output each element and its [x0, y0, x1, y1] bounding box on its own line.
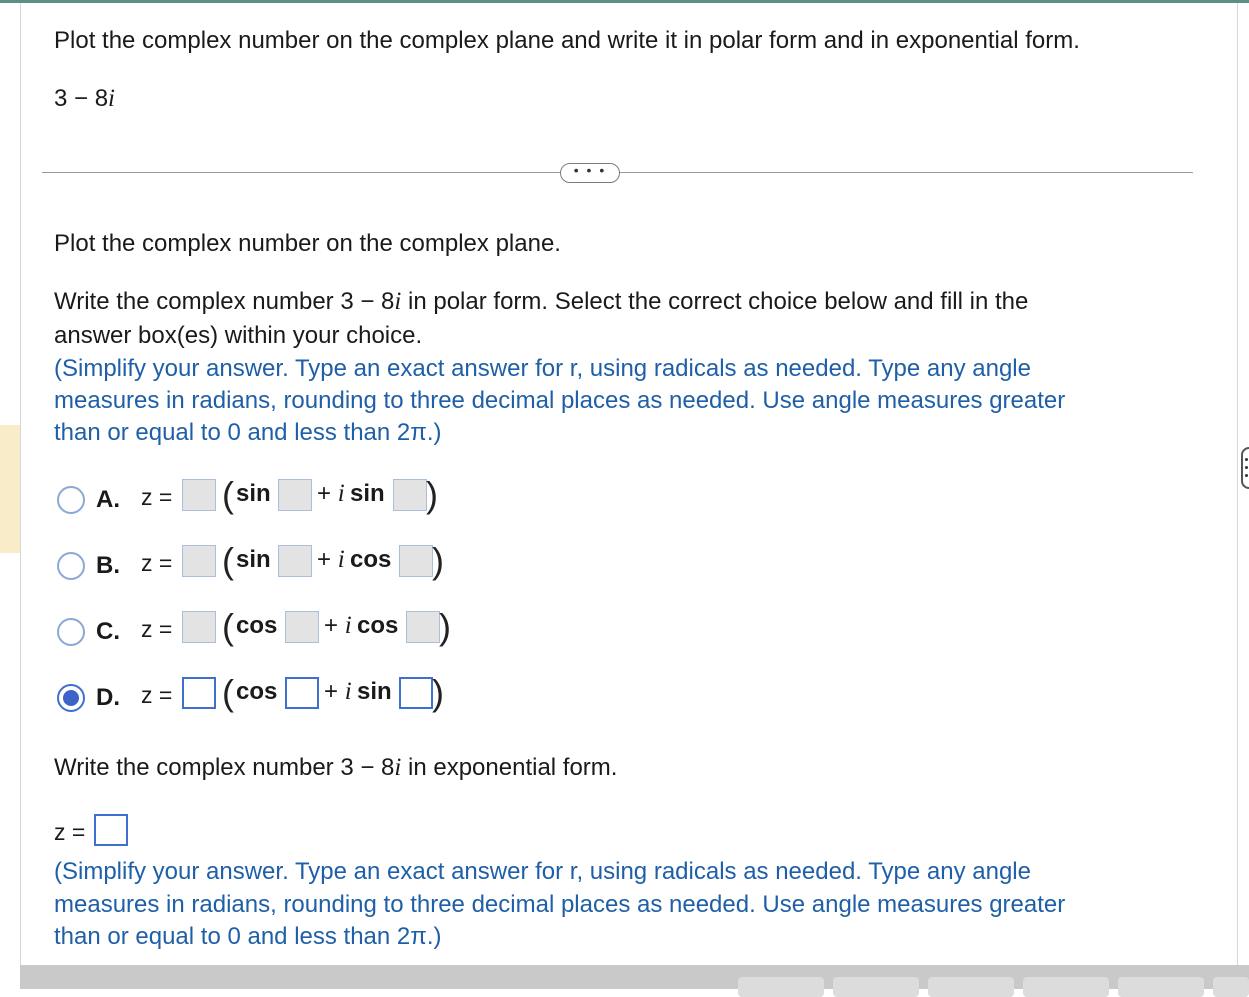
choice-b-radio[interactable]	[57, 552, 85, 580]
choice-d-label: D.	[96, 684, 120, 711]
choice-c-func2: cos	[357, 612, 399, 639]
choice-c-angle2-box[interactable]	[406, 611, 440, 643]
choice-a-r-box[interactable]	[182, 479, 216, 511]
choice-c-zeq: z =	[141, 616, 173, 642]
choice-d-func1: cos	[236, 678, 278, 705]
choice-c-angle1-box[interactable]	[285, 611, 319, 643]
choice-d-plus: + i	[324, 678, 352, 705]
polar-instruction-line1: Write the complex number 3 − 8i in polar form. Select the correct choice below and fill in the	[54, 288, 1029, 315]
exponential-hint-line3: than or equal to 0 and less than 2π.)	[54, 923, 442, 950]
more-button[interactable]: • • •	[560, 163, 620, 183]
choice-c-r-box[interactable]	[182, 611, 216, 643]
choice-b-angle2-box[interactable]	[399, 545, 433, 577]
exponential-hint-line1: (Simplify your answer. Type an exact answer for r, using radicals as needed. Type any angle	[54, 858, 1031, 885]
choice-c-label: C.	[96, 618, 120, 645]
complex-number: 3 − 8i	[54, 85, 115, 112]
choice-a-radio[interactable]	[57, 486, 85, 514]
toolbar-button-2[interactable]	[833, 977, 919, 997]
choice-d-angle1-box[interactable]	[285, 677, 319, 709]
choice-b-r-box[interactable]	[182, 545, 216, 577]
choice-b-close-paren: )	[432, 540, 444, 581]
choice-b-func1: sin	[236, 546, 271, 573]
question-prompt: Plot the complex number on the complex plane and write it in polar form and in exponential form.	[54, 27, 1080, 54]
choice-c-plus: + i	[324, 612, 352, 639]
choice-a-func1: sin	[236, 480, 271, 507]
bottom-toolbar	[20, 965, 1249, 989]
exponential-instruction: Write the complex number 3 − 8i in exponential form.	[54, 754, 618, 781]
choice-b-func2: cos	[350, 546, 392, 573]
choice-a-label: A.	[96, 486, 120, 513]
choice-d-close-paren: )	[432, 672, 444, 713]
toolbar-button-4[interactable]	[1023, 977, 1109, 997]
polar-hint-line3: than or equal to 0 and less than 2π.)	[54, 419, 442, 446]
side-more-icon[interactable]	[1241, 447, 1249, 489]
choice-c-func1: cos	[236, 612, 278, 639]
choice-d-radio[interactable]	[57, 684, 85, 712]
top-accent-bar	[0, 0, 1249, 3]
exponential-hint-line2: measures in radians, rounding to three decimal places as needed. Use angle measures greater	[54, 891, 1066, 918]
choice-b-angle1-box[interactable]	[278, 545, 312, 577]
toolbar-button-1[interactable]	[738, 977, 824, 997]
left-panel-border	[20, 3, 21, 965]
choice-a-func2: sin	[350, 480, 385, 507]
plot-instruction: Plot the complex number on the complex plane.	[54, 230, 561, 257]
toolbar-button-6[interactable]	[1213, 977, 1249, 997]
exponential-answer-box[interactable]	[94, 814, 128, 846]
choice-b-plus: + i	[317, 546, 345, 573]
choice-d-angle2-box[interactable]	[399, 677, 433, 709]
toolbar-button-5[interactable]	[1118, 977, 1204, 997]
choice-d-open-paren: (	[222, 672, 234, 713]
polar-instruction-line2: answer box(es) within your choice.	[54, 322, 423, 349]
choice-a-angle1-box[interactable]	[278, 479, 312, 511]
choice-c-close-paren: )	[439, 606, 451, 647]
choice-b-zeq: z =	[141, 550, 173, 576]
toolbar-button-3[interactable]	[928, 977, 1014, 997]
polar-hint-line1: (Simplify your answer. Type an exact answer for r, using radicals as needed. Type any angle	[54, 355, 1031, 382]
choice-a-zeq: z =	[141, 484, 173, 510]
choice-a-close-paren: )	[426, 474, 438, 515]
choice-b-label: B.	[96, 552, 120, 579]
side-tab[interactable]	[0, 425, 20, 553]
choice-c-radio[interactable]	[57, 618, 85, 646]
choice-d-func2: sin	[357, 678, 392, 705]
exponential-zeq: z =	[54, 819, 86, 845]
choice-d-r-box[interactable]	[182, 677, 216, 709]
polar-hint-line2: measures in radians, rounding to three decimal places as needed. Use angle measures greater	[54, 387, 1066, 414]
choice-d-zeq: z =	[141, 682, 173, 708]
choice-a-open-paren: (	[222, 474, 234, 515]
choice-a-plus: + i	[317, 480, 345, 507]
choice-a-angle2-box[interactable]	[393, 479, 427, 511]
right-panel-border	[1237, 3, 1238, 965]
choice-c-open-paren: (	[222, 606, 234, 647]
choice-b-open-paren: (	[222, 540, 234, 581]
